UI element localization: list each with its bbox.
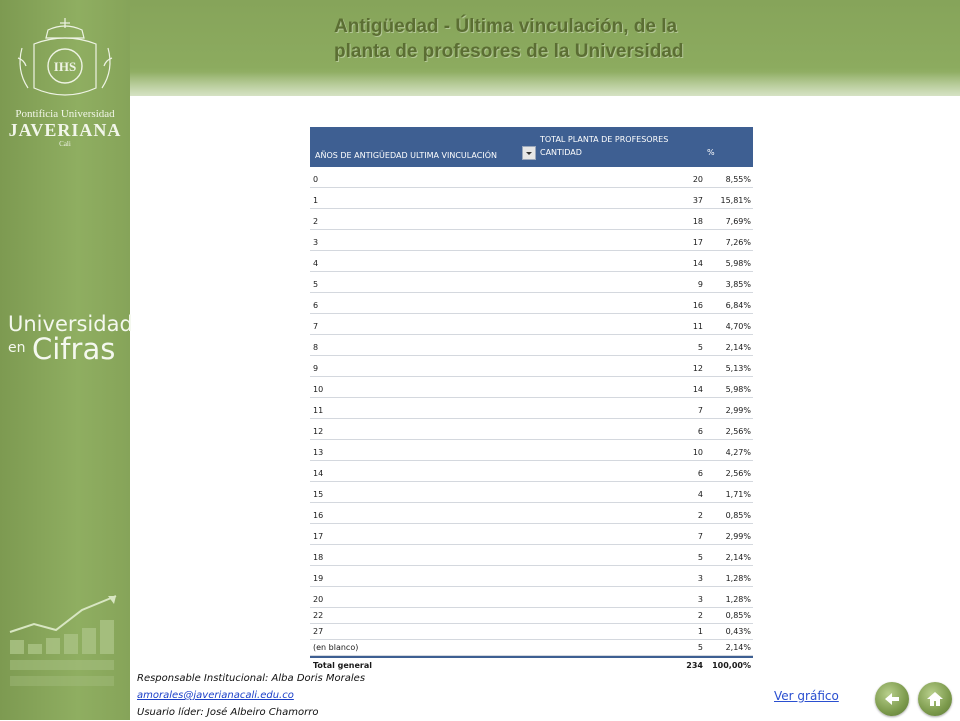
- ver-grafico-link[interactable]: Ver gráfico: [774, 689, 839, 703]
- table-row: 11 7 2,99%: [310, 398, 753, 419]
- logo-cifras: Cifras: [32, 332, 116, 366]
- filter-dropdown-button[interactable]: [522, 146, 536, 160]
- email-link[interactable]: amorales@javerianacali.edu.co: [137, 690, 294, 701]
- table-row: 6 16 6,84%: [310, 293, 753, 314]
- table-row: 22 2 0,85%: [310, 608, 753, 624]
- table-row: 15 4 1,71%: [310, 482, 753, 503]
- table-row: 4 14 5,98%: [310, 251, 753, 272]
- svg-text:IHS: IHS: [53, 59, 77, 74]
- table-row: 5 9 3,85%: [310, 272, 753, 293]
- home-icon: [925, 689, 945, 709]
- page-title: Antigüedad - Última vinculación, de la planta de profesores de la Universidad: [334, 16, 684, 62]
- table-row: 8 5 2,14%: [310, 335, 753, 356]
- back-button[interactable]: [875, 682, 909, 716]
- table-row: 17 7 2,99%: [310, 524, 753, 545]
- pivot-table: [310, 127, 753, 673]
- table-row: 0 20 8,55%: [310, 167, 753, 188]
- table-row: 1 37 15,81%: [310, 188, 753, 209]
- group-header-total: TOTAL PLANTA DE PROFESORES: [540, 135, 669, 144]
- table-row: 13 10 4,27%: [310, 440, 753, 461]
- back-arrow-icon: [882, 689, 902, 709]
- leader-text: Usuario líder: José Albeiro Chamorro: [137, 707, 319, 718]
- column-header-percent: %: [707, 148, 715, 157]
- table-row: 7 11 4,70%: [310, 314, 753, 335]
- sidebar: [0, 0, 133, 720]
- table-row: 20 3 1,28%: [310, 587, 753, 608]
- table-row: 12 6 2,56%: [310, 419, 753, 440]
- brand-line-pontificia: Pontificia Universidad: [15, 108, 115, 120]
- responsible-text: Responsable Institucional: Alba Doris Morales: [137, 673, 366, 684]
- footer-credits: [137, 670, 365, 721]
- table-total-row: Total general 234 100,00%: [310, 656, 753, 673]
- table-row: 3 17 7,26%: [310, 230, 753, 251]
- column-header-years: AÑOS DE ANTIGÜEDAD ULTIMA VINCULACIÓN: [315, 151, 497, 160]
- table-row: (en blanco) 5 2,14%: [310, 640, 753, 656]
- table-row: 18 5 2,14%: [310, 545, 753, 566]
- table-row: 9 12 5,13%: [310, 356, 753, 377]
- table-row: 27 1 0,43%: [310, 624, 753, 640]
- university-crest-icon: [12, 14, 118, 100]
- table-row: 16 2 0,85%: [310, 503, 753, 524]
- table-row: 10 14 5,98%: [310, 377, 753, 398]
- table-header: [310, 127, 753, 167]
- brand-line-javeriana: JAVERIANA: [8, 120, 122, 140]
- column-header-cantidad: CANTIDAD: [540, 148, 582, 157]
- brand-line-cali: Cali: [59, 140, 71, 148]
- table-row: 19 3 1,28%: [310, 566, 753, 587]
- logo-en: en: [8, 340, 26, 356]
- growth-chart-icon: [4, 588, 126, 708]
- logo-universidad: Universidad: [8, 312, 133, 336]
- home-button[interactable]: [918, 682, 952, 716]
- table-row: 14 6 2,56%: [310, 461, 753, 482]
- header-banner: [130, 0, 960, 96]
- table-row: 2 18 7,69%: [310, 209, 753, 230]
